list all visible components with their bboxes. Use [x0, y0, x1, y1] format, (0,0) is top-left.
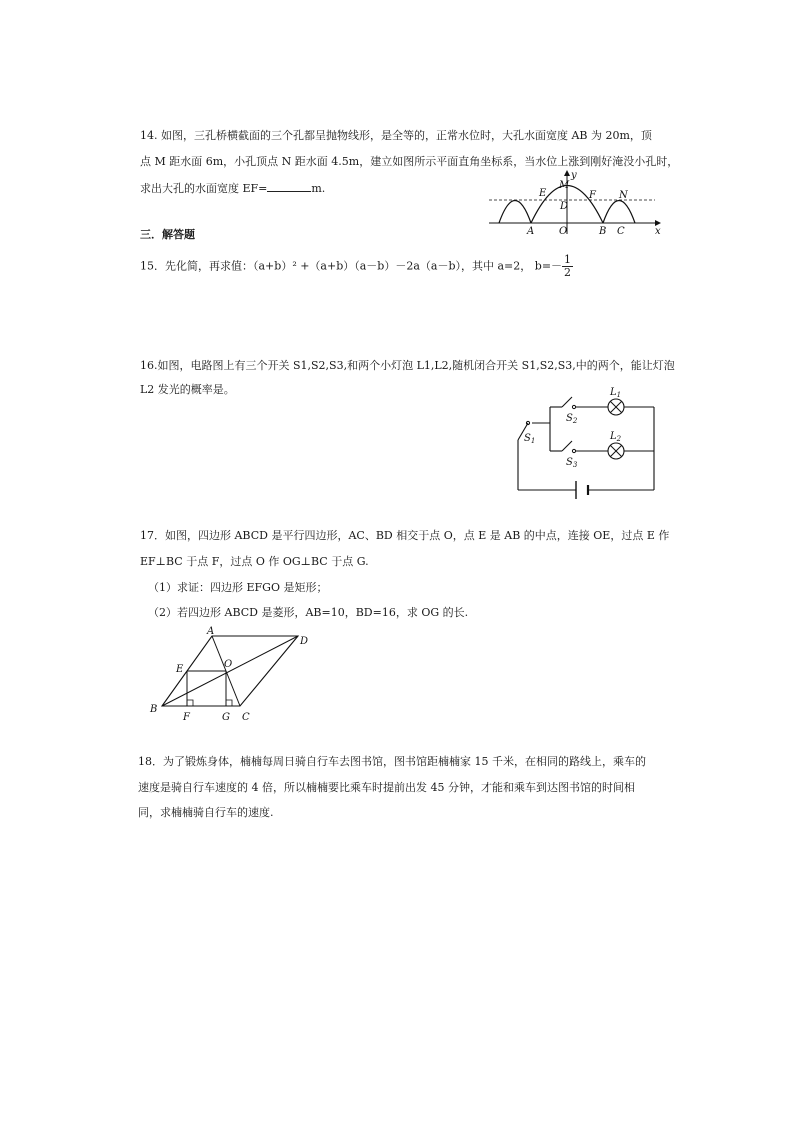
- label-e: E: [539, 188, 547, 199]
- section-title: 三．解答题: [140, 228, 195, 241]
- label-o: O: [559, 226, 568, 237]
- q14-line-3-unit: m.: [311, 182, 326, 195]
- q14-line-1: 14. 如图，三孔桥横截面的三个孔都呈抛物线形，是全等的，正常水位时，大孔水面宽度 AB 为 20m，顶: [140, 129, 652, 142]
- right-angle-f-icon: [187, 700, 193, 706]
- q17-line-1: 17．如图，四边形 ABCD 是平行四边形，AC、BD 相交于点 O，点 E 是 AB 的中点，连接 OE，过点 E 作: [140, 529, 670, 542]
- q15-frac-numerator: 1: [564, 253, 572, 266]
- label-l1: $L_1$: [610, 387, 622, 399]
- label-f: F: [183, 712, 190, 723]
- label-d: D: [300, 636, 309, 647]
- q14-line-3-text: 求出大孔的水面宽度 EF=: [140, 182, 268, 195]
- label-g: G: [222, 712, 230, 723]
- y-axis-arrow-icon: [564, 170, 570, 176]
- q14-line-2: 点 M 距水面 6m，小孔顶点 N 距水面 4.5m，建立如图所示平面直角坐标系，当水位上涨到刚好淹没小孔时，: [140, 155, 679, 168]
- q16-line-2: L2 发光的概率是。: [140, 383, 235, 396]
- label-y: y: [571, 170, 577, 181]
- label-n: N: [619, 190, 628, 201]
- answer-blank: [267, 181, 311, 192]
- q15-frac-sign: －: [551, 259, 563, 273]
- right-small-arch: [603, 201, 635, 224]
- label-l2: $L_2$: [610, 431, 622, 443]
- label-d: D: [560, 201, 569, 212]
- q15-text: 15．先化简，再求值：（a+b）² +（a+b）（a－b）－2a（a－b），其中 a=2， b=: [140, 259, 552, 273]
- label-m: M: [559, 180, 570, 191]
- label-c: C: [242, 712, 250, 723]
- parallelogram-figure: [148, 624, 318, 724]
- q18-line-3: 同，求楠楠骑自行车的速度.: [138, 806, 274, 819]
- switch-s3-contact: [572, 449, 575, 452]
- q18-line-2: 速度是骑自行车速度的 4 倍，所以楠楠要比乘车时提前出发 45 分钟，才能和乘车到达图书馆的时间相: [138, 781, 635, 794]
- switch-s2-contact: [572, 405, 575, 408]
- q15-line: [140, 254, 573, 284]
- label-c: C: [617, 226, 625, 237]
- switch-s2-lever: [562, 397, 572, 407]
- q16-line-1: 16.如图，电路图上有三个开关 S1,S2,S3,和两个小灯泡 L1,L2,随机闭合开关 S1,S2,S3,中的两个，能让灯泡: [140, 359, 675, 372]
- q17-line-2: EF⊥BC 于点 F，过点 O 作 OG⊥BC 于点 G.: [140, 555, 369, 568]
- label-a: A: [207, 626, 215, 637]
- label-s3: $S_3$: [566, 457, 578, 469]
- label-b: B: [599, 226, 607, 237]
- q14-line-3: [140, 181, 325, 196]
- bridge-parabola-figure: [485, 168, 665, 238]
- label-f: F: [589, 190, 596, 201]
- q15-frac-denominator: 2: [564, 266, 572, 279]
- label-a: A: [527, 226, 535, 237]
- label-s1: $S_1$: [524, 433, 536, 445]
- right-angle-g-icon: [226, 700, 232, 706]
- q18-line-1: 18．为了锻炼身体，楠楠每周日骑自行车去图书馆，图书馆距楠楠家 15 千米，在相同的路线上，乘车的: [138, 755, 646, 768]
- circuit-diagram: [510, 385, 670, 500]
- label-x: x: [655, 226, 661, 237]
- label-e: E: [176, 664, 184, 675]
- label-s2: $S_2$: [566, 413, 578, 425]
- label-o: O: [224, 659, 233, 670]
- label-b: B: [150, 704, 158, 715]
- q17-part-1: （1）求证：四边形 EFGO 是矩形；: [148, 581, 328, 594]
- left-small-arch: [499, 201, 531, 224]
- switch-s3-lever: [562, 441, 572, 451]
- q15-fraction: [562, 254, 573, 279]
- q17-part-2: （2）若四边形 ABCD 是菱形，AB=10，BD=16，求 OG 的长.: [148, 606, 469, 619]
